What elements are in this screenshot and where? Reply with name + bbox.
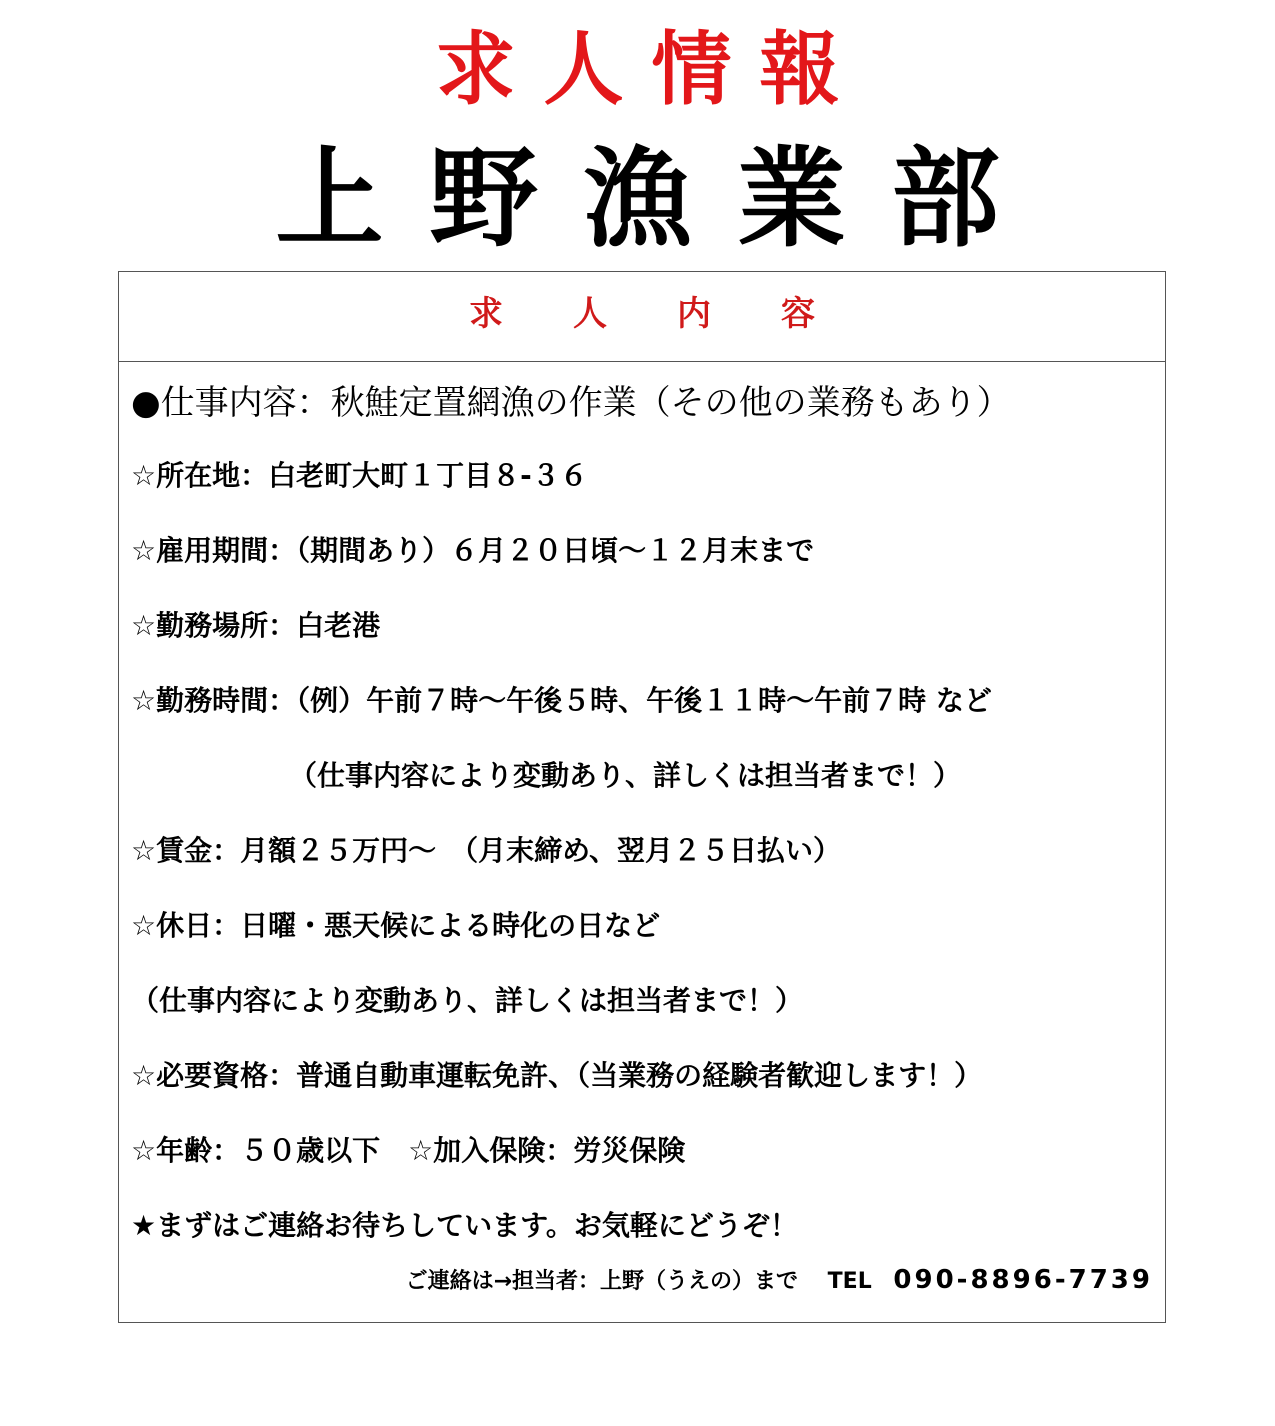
job-details-box	[118, 271, 1166, 1323]
holidays-note: （仕事内容により変動あり、詳しくは担当者まで！）	[131, 984, 804, 1017]
company-name: 上野漁業部	[275, 137, 1046, 262]
contact-text: ご連絡は→担当者：上野（うえの）まで	[405, 1269, 798, 1294]
page-title: 求人情報	[435, 23, 868, 116]
working-hours: ☆勤務時間：（例）午前７時～午後５時、午後１１時～午前７時 など	[131, 684, 992, 717]
working-hours-note: （仕事内容により変動あり、詳しくは担当者まで！）	[289, 759, 962, 792]
holidays: ☆休日：日曜・悪天候による時化の日など	[131, 909, 661, 942]
employment-period: ☆雇用期間：（期間あり）６月２０日頃～１２月末まで	[131, 534, 815, 567]
location: ☆所在地：白老町大町１丁目８-３６	[131, 459, 588, 492]
age-insurance: ☆年齢：５０歳以下 ☆加入保険：労災保険	[131, 1134, 686, 1167]
tel-label: TEL	[827, 1269, 872, 1294]
job-description: ●仕事内容：秋鮭定置網漁の作業（その他の業務もあり）	[131, 383, 1011, 423]
wage: ☆賃金：月額２５万円～ （月末締め、翌月２５日払い）	[131, 834, 841, 867]
contact-line	[406, 1265, 1153, 1297]
closing-message: ★まずはご連絡お待ちしています。お気軽にどうぞ！	[131, 1209, 798, 1242]
phone-number[interactable]: 090-8896-7739	[893, 1265, 1153, 1295]
workplace: ☆勤務場所：白老港	[131, 609, 381, 642]
qualifications: ☆必要資格：普通自動車運転免許、（当業務の経験者歓迎します！）	[131, 1059, 983, 1092]
section-title: 求人内容	[119, 272, 1165, 362]
